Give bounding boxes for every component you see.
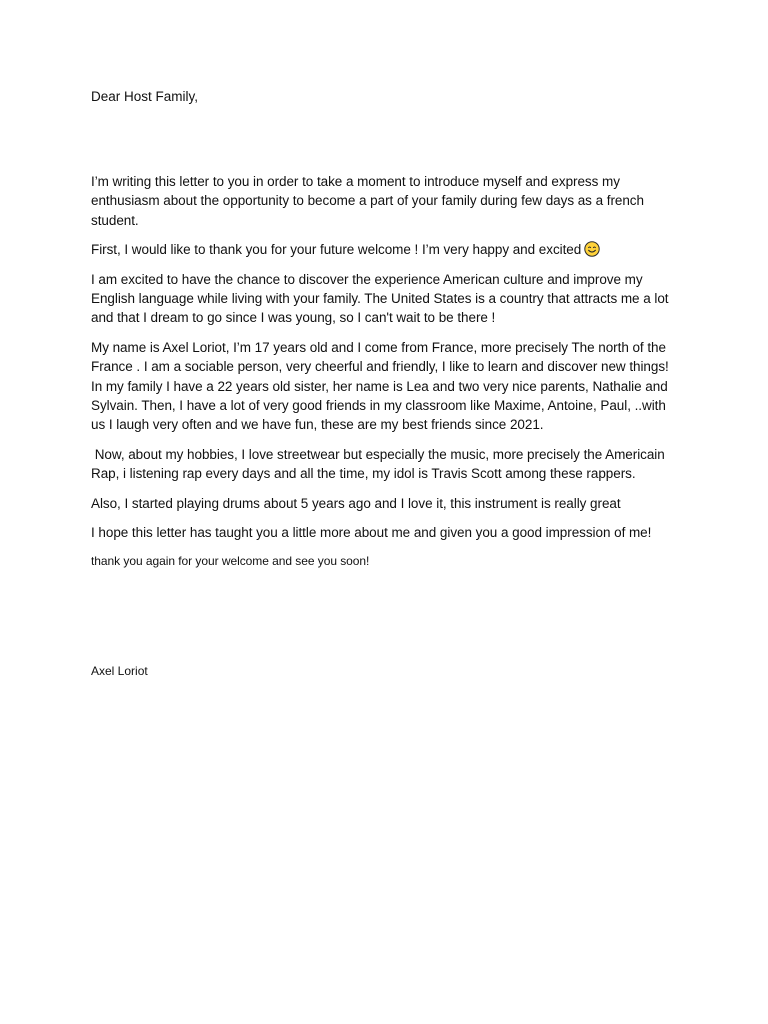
- paragraph-intro: I’m writing this letter to you in order to take a moment to introduce myself and express my enthusiasm about the opportunity to become a part of your family during few days as a french student.: [91, 174, 644, 228]
- smiling-face-icon: [584, 241, 600, 257]
- paragraph-about-me: My name is Axel Loriot, I’m 17 years old and I come from France, more precisely The north of the France . I am a sociable person, very cheerful and friendly, I like to learn and discover new things! In my family I have a 22 years old sister, her name is Lea and two very nice parents, Nathalie and Sylvain. Then, I have a lot of very good friends in my classroom like Maxime, Antoine, Paul, ..with us I laugh very often and we have fun, these are my best friends since 2021.: [91, 339, 669, 433]
- paragraph-thanks-text: First, I would like to thank you for your future welcome ! I’m very happy and excited: [91, 242, 582, 258]
- paragraph-culture: I am excited to have the chance to discover the experience American culture and improve my English language while living with your family. The United States is a country that attracts me a lot and that I dream to go since I was young, so I can't wait to be there !: [91, 271, 669, 326]
- paragraph-farewell: thank you again for your welcome and see you soon!: [91, 553, 370, 568]
- paragraph-drums: Also, I started playing drums about 5 years ago and I love it, this instrument is really great: [91, 495, 621, 511]
- letter-body: [91, 172, 681, 580]
- salutation: Dear Host Family,: [91, 89, 199, 104]
- paragraph-closing: I hope this letter has taught you a little more about me and given you a good impression of me!: [91, 525, 652, 541]
- signature: Axel Loriot: [91, 664, 148, 678]
- paragraph-thanks: [91, 240, 681, 259]
- paragraph-hobbies: Now, about my hobbies, I love streetwear but especially the music, more precisely the Americain Rap, i listening rap every days and all the time, my idol is Travis Scott among these rappers.: [91, 446, 669, 482]
